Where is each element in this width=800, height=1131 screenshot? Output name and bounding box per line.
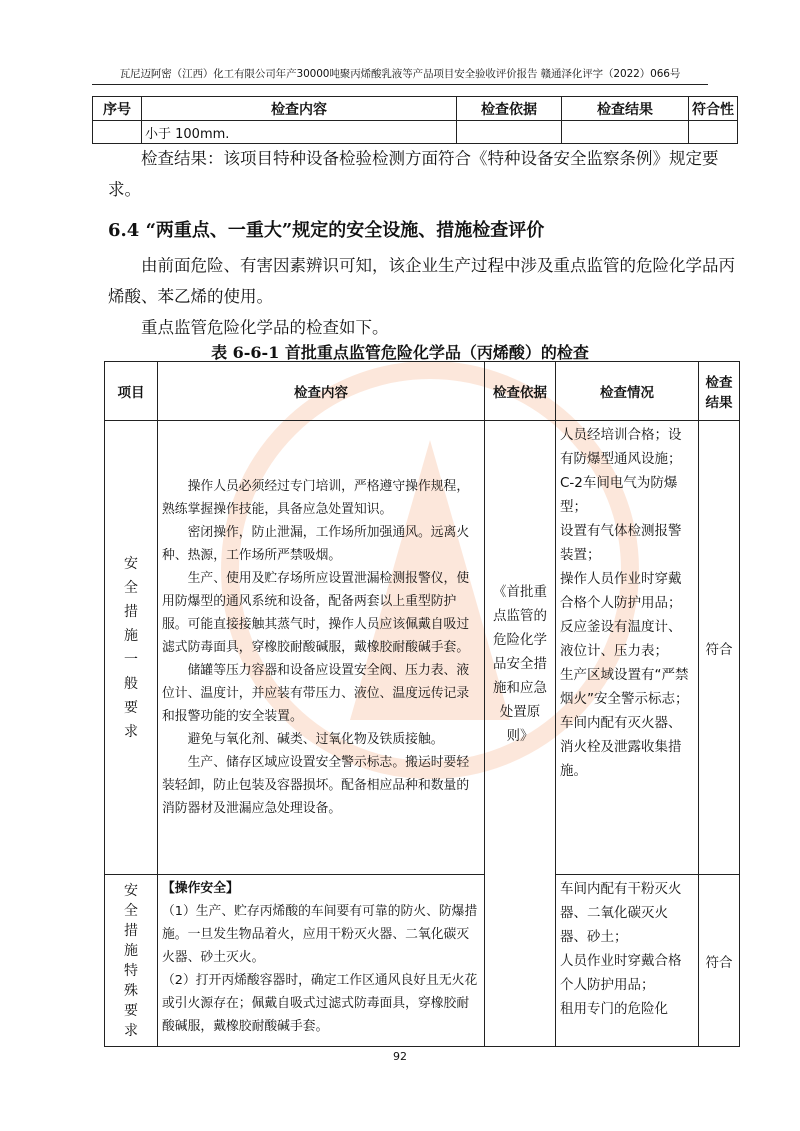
basis-line: 施和应急 [493, 679, 547, 696]
situation-item: 反应釜设有温度计、液位计、压力表； [560, 619, 682, 659]
content-paragraph: 生产、使用及贮存场所应设置泄漏检测报警仪，使用防爆型的通风系统和设备，配备两套以上重型防护服。可能直接接触其蒸气时，操作人员应该佩戴自吸过滤式防毒面具，穿橡胶耐酸碱服，戴橡胶耐酸碱手套。 [162, 571, 470, 655]
situation-item: 人员作业时穿戴合格个人防护用品； [560, 953, 682, 993]
item-char: 安 [124, 555, 138, 572]
content-title: 【操作安全】 [162, 881, 239, 896]
continued-table [92, 96, 738, 144]
page-header: 瓦尼迈阿密（江西）化工有限公司年产30000吨聚丙烯酸乳液等产品项目安全验收评价报告 赣通泽化评字（2022）066号 [92, 66, 708, 85]
page-number: 92 [393, 1050, 407, 1063]
basis-line: 《首批重 [493, 583, 547, 600]
content-paragraph: 密闭操作，防止泄漏，工作场所加强通风。远离火种、热源，工作场所严禁吸烟。 [162, 525, 470, 563]
content-paragraph: （2）打开丙烯酸容器时，确定工作区通风良好且无火花或引火源存在；佩戴自吸式过滤式防毒面具，穿橡胶耐酸碱服，戴橡胶耐酸碱手套。 [162, 973, 478, 1034]
item-char: 特 [124, 962, 138, 979]
item-char: 施 [124, 942, 138, 959]
col-header-situation: 检查情况 [556, 362, 699, 421]
situation-item: 车间内配有灭火器、消火栓及泄露收集措施。 [560, 715, 682, 779]
situation-item: 人员经培训合格；设有防爆型通风设施； [560, 427, 682, 467]
cell-no [93, 121, 142, 144]
cell-basis [457, 121, 562, 144]
item-char: 全 [124, 902, 138, 919]
col-header-basis: 检查依据 [457, 97, 562, 121]
col-header-result-line1: 检查 [705, 375, 733, 391]
basis-line: 点监管的 [493, 607, 547, 624]
item-char: 安 [124, 882, 138, 899]
basis-line: 品安全措 [493, 655, 547, 672]
paragraph-result: 检查结果：该项目特种设备检验检测方面符合《特种设备安全监察条例》规定要求。 [108, 149, 719, 199]
col-header-result [699, 362, 740, 421]
col-header-item: 项目 [105, 362, 158, 421]
paragraph-lead: 重点监管危险化学品的检查如下。 [141, 318, 389, 337]
item-char: 一 [124, 651, 138, 668]
table-row [93, 121, 738, 144]
cell-content-general [158, 421, 485, 875]
col-header-basis: 检查依据 [485, 362, 556, 421]
cell-item-special [105, 875, 158, 1047]
item-char: 施 [124, 627, 138, 644]
col-header-content: 检查内容 [158, 362, 485, 421]
table-row [105, 421, 740, 875]
situation-item: 生产区域设置有“严禁烟火”安全警示标志； [560, 667, 689, 707]
cell-result-general: 符合 [699, 421, 740, 875]
col-header-no: 序号 [93, 97, 142, 121]
section-heading: 6.4 “两重点、一重大”规定的安全设施、措施检查评价 [108, 220, 545, 241]
situation-item: C-2车间电气为防爆型； [560, 475, 678, 515]
inspection-table [104, 361, 740, 1047]
item-char: 要 [124, 1002, 138, 1019]
col-header-conformity: 符合性 [689, 97, 738, 121]
situation-item: 租用专门的危险化 [560, 1001, 668, 1017]
item-char: 措 [124, 603, 138, 620]
table-caption: 表 6-6-1 首批重点监管危险化学品（丙烯酸）的检查 [211, 343, 589, 362]
col-header-result-line2: 结果 [705, 395, 733, 411]
item-char: 求 [124, 1022, 138, 1039]
basis-line: 处置原 [499, 703, 541, 720]
cell-conformity [689, 121, 738, 144]
basis-line: 则》 [506, 727, 534, 744]
item-char: 措 [124, 922, 138, 939]
cell-basis [485, 421, 556, 1047]
table-header-row [93, 97, 738, 121]
cell-item-general [105, 421, 158, 875]
table-header-row [105, 362, 740, 421]
item-char: 求 [124, 723, 138, 740]
item-char: 要 [124, 699, 138, 716]
col-header-result: 检查结果 [562, 97, 689, 121]
basis-text [489, 580, 551, 748]
paragraph-intro: 由前面危险、有害因素辨识可知，该企业生产过程中涉及重点监管的危险化学品丙烯酸、苯乙烯的使用。 [108, 256, 735, 306]
cell-result [562, 121, 689, 144]
cell-content: 小于 100mm. [142, 121, 457, 144]
col-header-content: 检查内容 [142, 97, 457, 121]
situation-item: 操作人员作业时穿戴合格个人防护用品； [560, 571, 682, 611]
cell-result-special: 符合 [699, 875, 740, 1047]
content-paragraph: 储罐等压力容器和设备应设置安全阀、压力表、液位计、温度计，并应装有带压力、液位、温度远传记录和报警功能的安全装置。 [162, 663, 470, 724]
item-char: 般 [124, 675, 138, 692]
cell-situation-general [556, 421, 699, 875]
item-char: 全 [124, 579, 138, 596]
table-row [105, 875, 740, 1047]
item-char: 殊 [124, 982, 138, 999]
basis-line: 危险化学 [493, 631, 547, 648]
cell-situation-special [556, 875, 699, 1047]
situation-item: 设置有气体检测报警装置； [560, 523, 682, 563]
situation-item: 车间内配有干粉灭火器、二氧化碳灭火器、砂土； [560, 881, 682, 945]
content-paragraph: （1）生产、贮存丙烯酸的车间要有可靠的防火、防爆措施。一旦发生物品着火，应用干粉灭火器、二氧化碳灭火器、砂土灭火。 [162, 904, 478, 965]
content-paragraph: 操作人员必须经过专门培训，严格遵守操作规程，熟练掌握操作技能，具备应急处置知识。 [162, 479, 470, 517]
cell-content-special [158, 875, 485, 1047]
content-paragraph: 生产、储存区域应设置安全警示标志。搬运时要轻装轻卸，防止包装及容器损坏。配备相应品种和数量的消防器材及泄漏应急处理设备。 [162, 755, 470, 816]
content-paragraph: 避免与氧化剂、碱类、过氧化物及铁质接触。 [187, 732, 444, 747]
